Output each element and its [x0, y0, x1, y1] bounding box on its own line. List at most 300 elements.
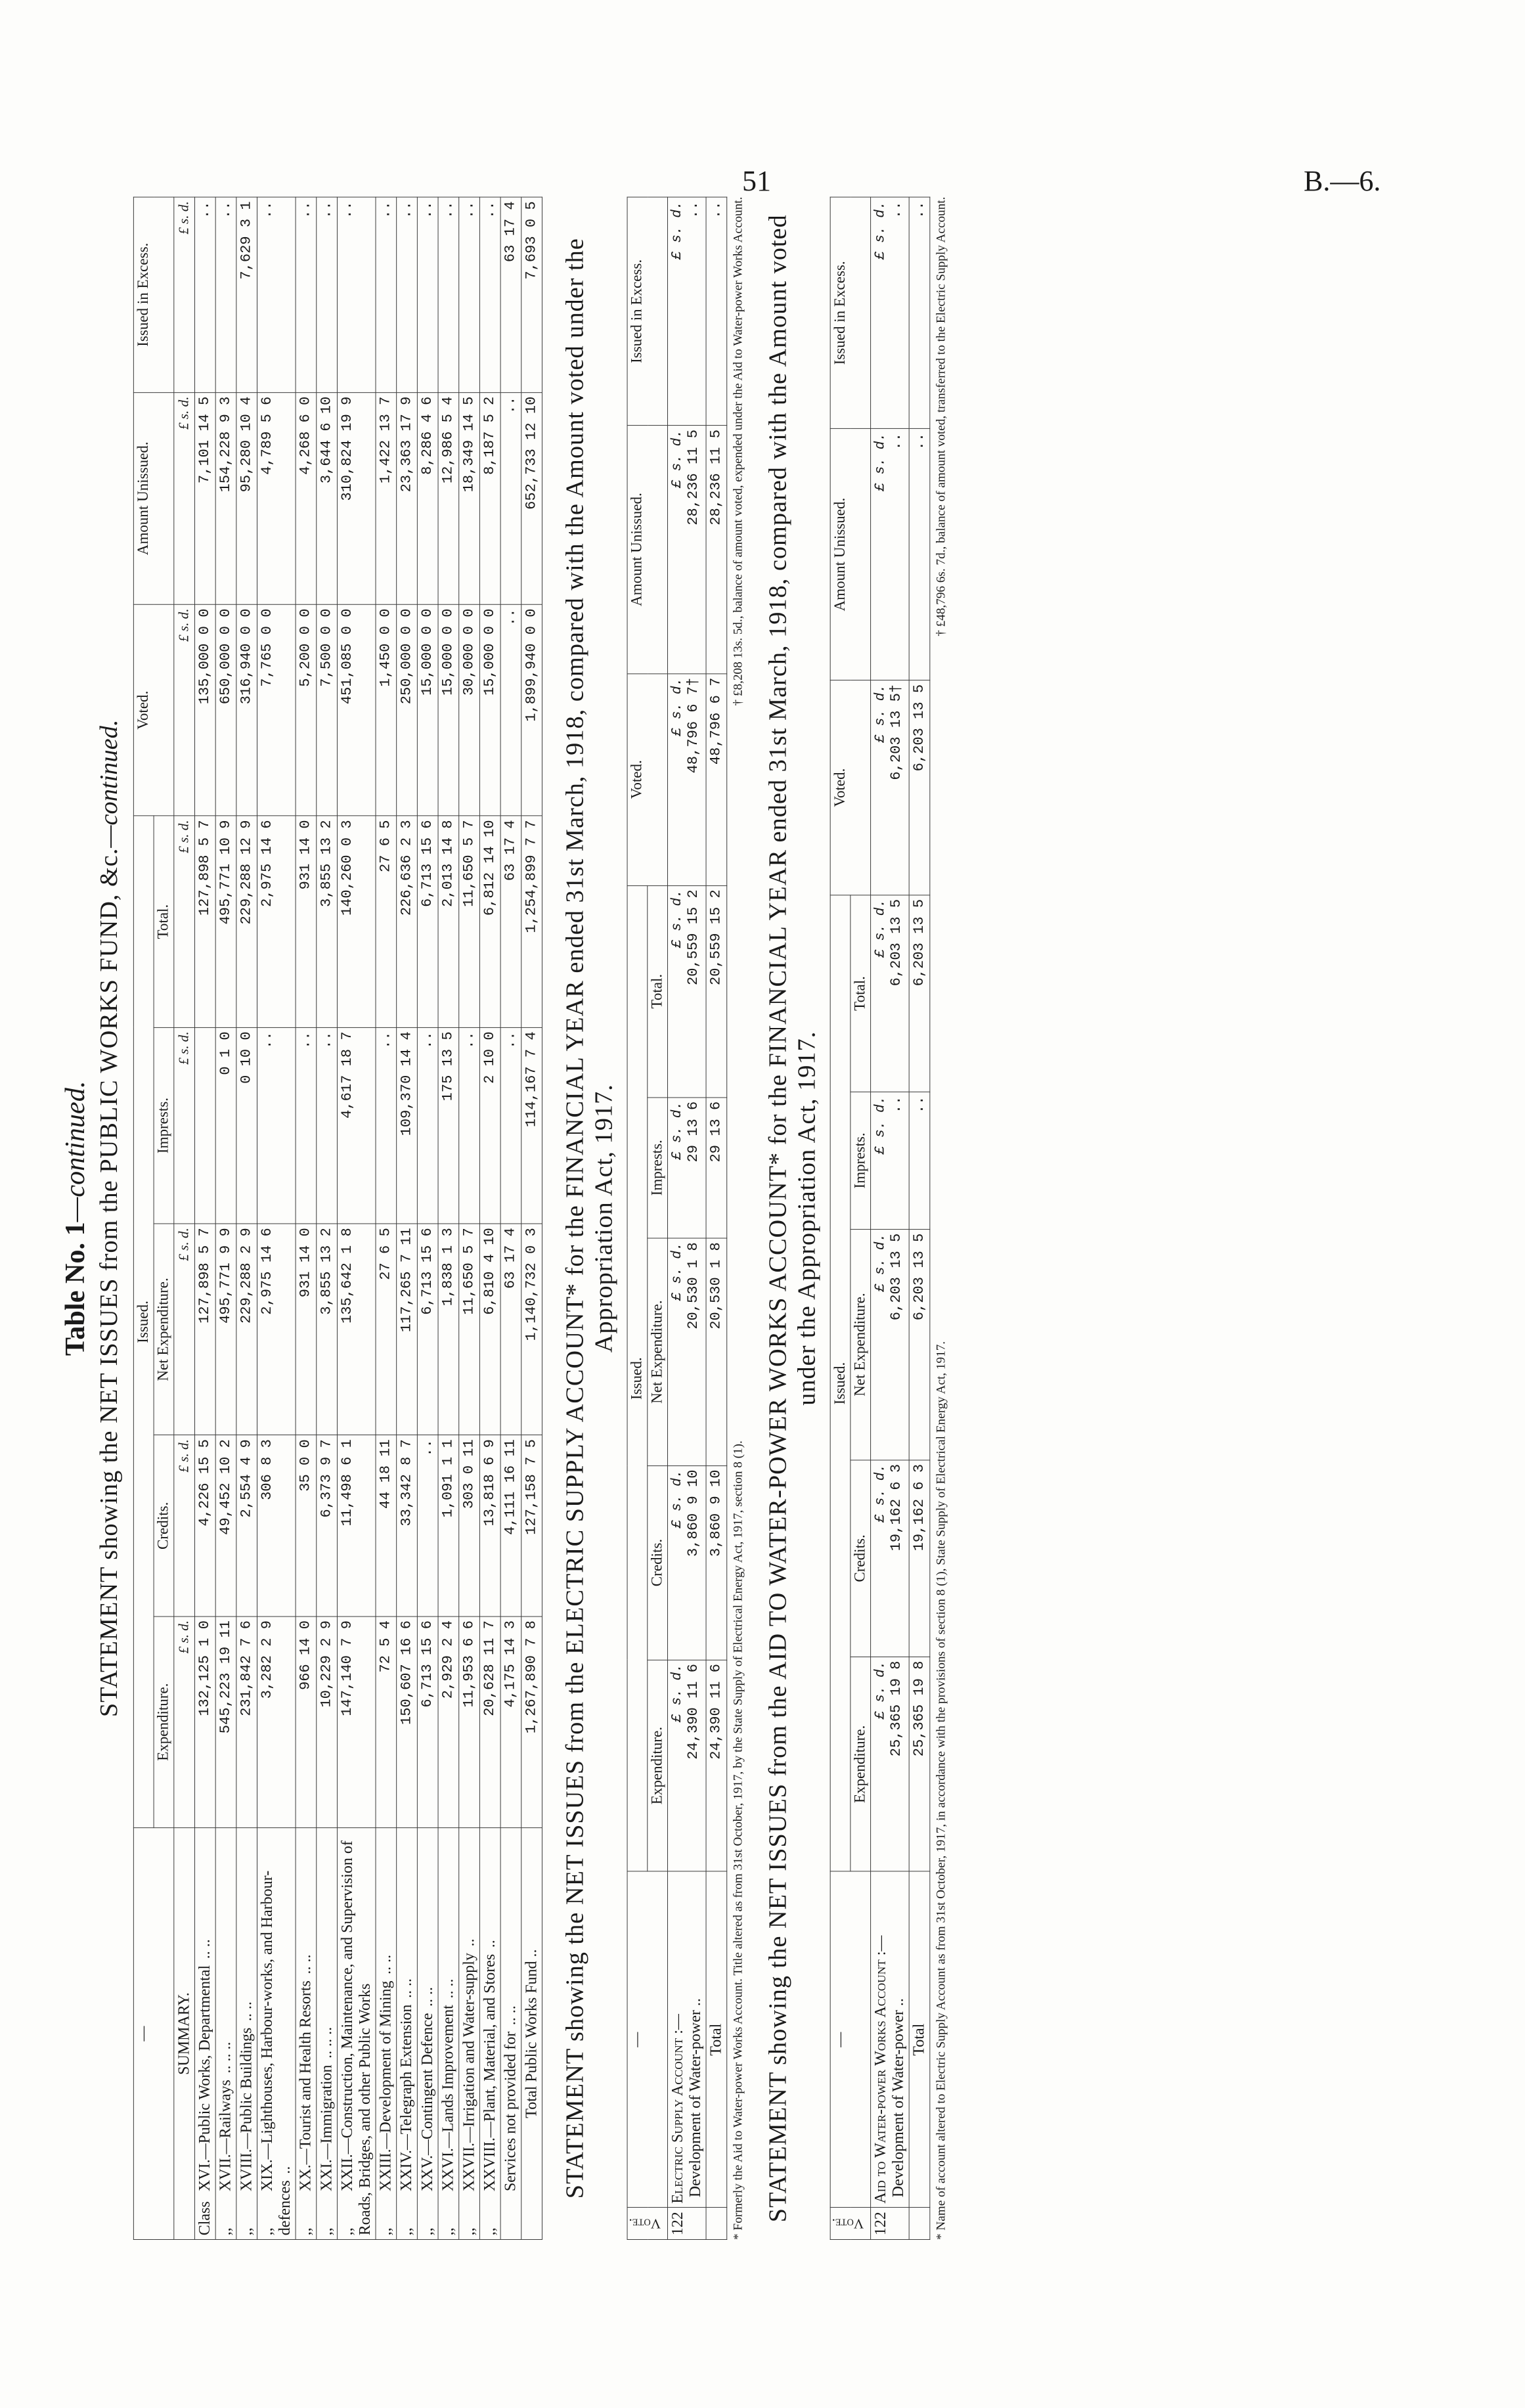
- row-exp: 72 5 4: [376, 1616, 397, 1828]
- s2-unit: £ s. d.: [669, 889, 685, 948]
- rotated-page-content: [53, 197, 1389, 2240]
- row-tot: 6,713 15 6: [417, 816, 438, 1027]
- row-prefix: ,,: [418, 2227, 436, 2236]
- total-row: [521, 197, 542, 2239]
- row-exp: 150,607 16 6: [397, 1616, 418, 1828]
- row-tot: 495,771 10 9: [215, 816, 236, 1027]
- row-unis: 1,422 13 7: [376, 392, 397, 604]
- row-dots: ..: [460, 1938, 478, 1947]
- s2-net-val: 20,530 1 8: [684, 1242, 701, 1329]
- row-exc: 63 17 4: [500, 197, 521, 392]
- row-tot: 2,013 14 8: [438, 816, 459, 1027]
- table-row: [397, 197, 418, 2239]
- row-desc: XXIII.—Development of Mining: [377, 1980, 395, 2192]
- table-row: [376, 197, 397, 2239]
- row-desc: XXI.—Immigration: [318, 2064, 336, 2192]
- row-prefix: Class: [196, 2201, 213, 2236]
- s3-total-vote: [909, 2208, 930, 2239]
- s3-item: Development of Water-power ..: [889, 1998, 907, 2198]
- row-voted: 15,000 0 0: [417, 604, 438, 816]
- row-exc: ..: [479, 197, 500, 392]
- page-number: 51: [742, 165, 771, 197]
- row-description: [337, 1828, 376, 2240]
- col-total: Total.: [154, 816, 174, 1027]
- row-unis: 23,363 17 9: [397, 392, 418, 604]
- s2-total-row: [706, 197, 727, 2239]
- row-cred: 1,091 1 1: [438, 1435, 459, 1616]
- row-prefix: ,,: [398, 2227, 415, 2236]
- row-exc: 7,629 3 1: [236, 197, 257, 392]
- row-desc: XXV.—Contingent Defence: [418, 2013, 436, 2192]
- s3-total-tot: 6,203 13 5: [909, 895, 930, 1092]
- row-exc: ..: [417, 197, 438, 392]
- row-tot: 229,288 12 9: [236, 816, 257, 1027]
- table-row: [459, 197, 480, 2239]
- s3-unit: £ s. d.: [872, 1661, 888, 1720]
- s2-exc-val: ..: [684, 201, 701, 219]
- row-net: 3,855 13 2: [317, 1224, 338, 1435]
- table-row: [500, 197, 521, 2239]
- s2-desc: [667, 1871, 706, 2208]
- row-imp: ..: [459, 1027, 480, 1224]
- summary-label: SUMMARY.: [174, 1828, 195, 2240]
- row-net: 2,975 14 6: [257, 1224, 296, 1435]
- row-unis: ..: [500, 392, 521, 604]
- row-exc: ..: [459, 197, 480, 392]
- s3-tot: [871, 895, 910, 1092]
- row-exc: ..: [397, 197, 418, 392]
- row-description: [236, 1828, 257, 2240]
- s3-unit: £ s. d.: [872, 1233, 888, 1292]
- row-prefix: ,,: [217, 2227, 234, 2236]
- row-exc: ..: [337, 197, 376, 392]
- statement2-heading: STATEMENT showing the NET ISSUES from the ELECTRIC SUPPLY ACCOUNT* for the FINANCIAL YEAR ended 31st March, 1918, compared with the Amount voted under the Appropriation Act, 1917.: [560, 238, 618, 2199]
- s2-total-imp: 29 13 6: [706, 1097, 727, 1238]
- row-imp: 2 10 0: [479, 1027, 500, 1224]
- total-unis: 652,733 12 10: [521, 392, 542, 604]
- row-cred: 303 0 11: [459, 1435, 480, 1616]
- row-cred: 13,818 6 9: [479, 1435, 500, 1616]
- table-row: [236, 197, 257, 2239]
- col-net-expenditure: Net Expenditure.: [154, 1224, 174, 1435]
- public-works-fund-table: [133, 197, 542, 2240]
- s2-unit: £ s. d.: [669, 1469, 685, 1528]
- s2-total-tot: 20,559 15 2: [706, 885, 727, 1098]
- row-imp: ..: [376, 1027, 397, 1224]
- s3-total-unis: ..: [909, 429, 930, 680]
- col-imprests: Imprests.: [154, 1027, 174, 1224]
- s2-unis: [667, 426, 706, 674]
- row-unis: 8,187 5 2: [479, 392, 500, 604]
- row-description: [215, 1828, 236, 2240]
- s2-net: [667, 1238, 706, 1465]
- col-unissued: Amount Unissued.: [133, 392, 173, 604]
- s3-exc: [871, 197, 910, 429]
- s2-account: Electric Supply Account :—: [669, 2014, 686, 2204]
- row-net: 63 17 4: [500, 1224, 521, 1435]
- total-exp: 1,267,890 7 8: [521, 1616, 542, 1828]
- s2-col-voted: Voted.: [627, 673, 667, 885]
- row-imp: 0 10 0: [236, 1027, 257, 1224]
- row-description: [438, 1828, 459, 2240]
- row-exc: ..: [317, 197, 338, 392]
- s2-footnote-right: † £8,208 13s. 5d., balance of amount voted, expended under the Aid to Water-power Works Account.: [730, 196, 745, 706]
- total-label: [521, 1828, 542, 2240]
- row-tot: 127,898 5 7: [194, 816, 215, 1027]
- row-dots: .. .. ..: [318, 2026, 336, 2059]
- total-cred: 127,158 7 5: [521, 1435, 542, 1616]
- s3-unit: £ s. d.: [872, 201, 888, 260]
- s3-col-credits: Credits.: [851, 1460, 871, 1657]
- row-cred: 11,498 6 1: [337, 1435, 376, 1616]
- s3-col-expenditure: Expenditure.: [851, 1657, 871, 1871]
- s3-col-total: Total.: [851, 895, 871, 1092]
- row-desc: XXII.—Construction, Maintenance, and Supervision of Roads, Bridges, and other Public Works: [338, 1840, 374, 2236]
- s2-imp-val: 29 13 6: [684, 1101, 701, 1163]
- row-unis: 310,824 19 9: [337, 392, 376, 604]
- statement1-heading: [93, 197, 123, 2240]
- s3-col-imprests: Imprests.: [851, 1092, 871, 1229]
- s3-unit: £ s. d.: [872, 899, 888, 958]
- s3-cred: [871, 1460, 910, 1657]
- row-exp: 966 14 0: [296, 1616, 317, 1828]
- row-desc: XXIV.—Telegraph Extension: [398, 2004, 415, 2192]
- s2-footnotes: [731, 197, 745, 2240]
- unit-tot: £ s. d.: [174, 816, 195, 1027]
- aid-water-power-table: [830, 197, 931, 2240]
- row-exc: ..: [376, 197, 397, 392]
- row-dots: .. ..: [398, 1978, 415, 1998]
- s3-exp: [871, 1657, 910, 1871]
- row-exp: 6,713 15 6: [417, 1616, 438, 1828]
- row-unis: 4,789 5 6: [257, 392, 296, 604]
- s2-col-description: —: [627, 1871, 667, 2208]
- table-title-text: Table No. 1: [59, 1222, 91, 1356]
- row-tot: 27 6 5: [376, 816, 397, 1027]
- row-imp: 4,617 18 7: [337, 1027, 376, 1224]
- total-dots: ..: [523, 1949, 541, 1957]
- s3-tot-val: 6,203 13 5: [888, 899, 904, 987]
- row-prefix: ,,: [318, 2227, 336, 2236]
- table-row: [257, 197, 296, 2239]
- s3-col-description: —: [830, 1871, 870, 2208]
- row-tot: 6,812 14 10: [479, 816, 500, 1027]
- s3-total-cred: 19,162 6 3: [909, 1460, 930, 1657]
- s2-col-credits: Credits.: [648, 1465, 668, 1660]
- table-row: [438, 197, 459, 2239]
- s3-vote-header-text: Vote.: [831, 2216, 864, 2232]
- row-exc: ..: [438, 197, 459, 392]
- row-imp: 109,370 14 4: [397, 1027, 418, 1224]
- row-tot: 226,636 2 3: [397, 816, 418, 1027]
- total-imp: 114,167 7 4: [521, 1027, 542, 1224]
- row-voted: 135,000 0 0: [194, 604, 215, 816]
- row-voted: 650,000 0 0: [215, 604, 236, 816]
- row-dots: .. ..: [297, 1954, 315, 1974]
- row-voted: 316,940 0 0: [236, 604, 257, 816]
- row-tot: 3,855 13 2: [317, 816, 338, 1027]
- row-cred: 33,342 8 7: [397, 1435, 418, 1616]
- row-prefix: ,,: [297, 2227, 315, 2236]
- s3-vote-no: 122: [871, 2208, 910, 2239]
- row-net: 1,838 1 3: [438, 1224, 459, 1435]
- unit-exc: £ s. d.: [174, 197, 195, 392]
- s3-unit: £ s. d.: [872, 1463, 888, 1523]
- row-voted: 15,000 0 0: [438, 604, 459, 816]
- row-cred: 49,452 10 2: [215, 1435, 236, 1616]
- s2-unit: £ s. d.: [669, 677, 685, 736]
- table-row: [194, 197, 215, 2239]
- row-exp: 3,282 2 9: [257, 1616, 296, 1828]
- s2-exp-val: 24,390 11 6: [684, 1664, 701, 1760]
- row-desc: XXVIII.—Plant, Material, and Stores: [481, 1953, 498, 2192]
- row-cred: 6,373 9 7: [317, 1435, 338, 1616]
- s2-col-expenditure: Expenditure.: [648, 1660, 668, 1872]
- row-unis: 12,986 5 4: [438, 392, 459, 604]
- s3-unit: £ s. d.: [872, 432, 888, 491]
- row-desc: XX.—Tourist and Health Resorts: [297, 1980, 315, 2192]
- row-cred: 35 0 0: [296, 1435, 317, 1616]
- row-cred: 4,111 16 11: [500, 1435, 521, 1616]
- row-imp: ..: [296, 1027, 317, 1224]
- s2-data-row: [667, 197, 706, 2239]
- row-description: [257, 1828, 296, 2240]
- s3-voted-val: 6,203 13 5†: [888, 684, 904, 780]
- unit-net: £ s. d.: [174, 1224, 195, 1435]
- row-imp: ..: [257, 1027, 296, 1224]
- s2-unit: £ s. d.: [669, 1242, 685, 1301]
- row-description: [317, 1828, 338, 2240]
- row-unis: 3,644 6 10: [317, 392, 338, 604]
- unit-cred: £ s. d.: [174, 1435, 195, 1616]
- row-exp: 11,953 6 6: [459, 1616, 480, 1828]
- row-desc: XIX.—Lighthouses, Harbour-works, and Harbour-defences: [258, 1870, 294, 2236]
- s2-cred-val: 3,860 9 10: [684, 1469, 701, 1557]
- row-cred: ..: [417, 1435, 438, 1616]
- s3-total-exp: 25,365 19 8: [909, 1657, 930, 1871]
- row-tot: 2,975 14 6: [257, 816, 296, 1027]
- s2-col-excess: Issued in Excess.: [627, 197, 667, 426]
- row-imp: 175 13 5: [438, 1027, 459, 1224]
- total-net: 1,140,732 0 3: [521, 1224, 542, 1435]
- s3-imp-val: ..: [888, 1096, 904, 1114]
- table-title-cont: —continued.: [59, 1081, 91, 1222]
- s2-total-unis: 28,236 11 5: [706, 426, 727, 674]
- row-dots: .. ..: [196, 1939, 213, 1959]
- row-voted: 7,500 0 0: [317, 604, 338, 816]
- row-net: 11,650 5 7: [459, 1224, 480, 1435]
- s3-unis-val: ..: [888, 432, 904, 451]
- row-net: 27 6 5: [376, 1224, 397, 1435]
- row-exc: ..: [257, 197, 296, 392]
- s3-unis: [871, 429, 910, 680]
- unit-imp: £ s. d.: [174, 1027, 195, 1224]
- row-net: 117,265 7 11: [397, 1224, 418, 1435]
- row-description: [479, 1828, 500, 2240]
- row-exc: ..: [215, 197, 236, 392]
- s2-unit: £ s. d.: [669, 429, 685, 488]
- row-unis: 8,286 4 6: [417, 392, 438, 604]
- row-voted: 5,200 0 0: [296, 604, 317, 816]
- row-cred: 306 8 3: [257, 1435, 296, 1616]
- row-dots: ..: [276, 2166, 294, 2174]
- table-row: [337, 197, 376, 2239]
- row-net: 127,898 5 7: [194, 1224, 215, 1435]
- s3-exp-val: 25,365 19 8: [888, 1661, 904, 1757]
- row-exp: 2,929 2 4: [438, 1616, 459, 1828]
- s2-col-issued: Issued.: [627, 885, 648, 1871]
- row-prefix: ,,: [258, 2227, 276, 2236]
- s3-col-issued: Issued.: [830, 895, 851, 1872]
- s3-unit: £ s. d.: [872, 1096, 888, 1155]
- table-row: [215, 197, 236, 2239]
- row-desc: XXVI.—Lands Improvement: [439, 2005, 457, 2192]
- s3-net: [871, 1229, 910, 1460]
- s2-total-label: Total: [706, 1871, 727, 2208]
- row-exc: ..: [194, 197, 215, 392]
- s2-imp: [667, 1097, 706, 1238]
- page-reference: B.—6.: [1304, 165, 1381, 197]
- s2-total-cred: 3,860 9 10: [706, 1465, 727, 1660]
- unit-unis: £ s. d.: [174, 392, 195, 604]
- vote-header: [627, 2208, 667, 2239]
- s2-tot: [667, 885, 706, 1098]
- s2-col-unissued: Amount Unissued.: [627, 426, 667, 674]
- public-works-fund-body: [174, 197, 521, 2239]
- table-row: [479, 197, 500, 2239]
- s2-unit: £ s. d.: [669, 201, 685, 260]
- row-net: 931 14 0: [296, 1224, 317, 1435]
- s3-footnotes: [934, 197, 948, 2240]
- electric-supply-table: [627, 197, 728, 2240]
- s3-net-val: 6,203 13 5: [888, 1233, 904, 1321]
- row-cred: 44 18 11: [376, 1435, 397, 1616]
- unit-voted: £ s. d.: [174, 604, 195, 816]
- s3-voted: [871, 680, 910, 895]
- row-cred: 2,554 4 9: [236, 1435, 257, 1616]
- row-prefix: ,,: [377, 2227, 395, 2236]
- s2-exc: [667, 197, 706, 426]
- row-desc: Services not provided for: [502, 2031, 519, 2192]
- row-voted: 15,000 0 0: [479, 604, 500, 816]
- s2-unis-val: 28,236 11 5: [684, 429, 701, 525]
- s2-cred: [667, 1465, 706, 1660]
- row-imp: [194, 1027, 215, 1224]
- table-row: [317, 197, 338, 2239]
- row-dots: .. ..: [377, 1954, 395, 1974]
- row-description: [500, 1828, 521, 2240]
- row-tot: 140,260 0 3: [337, 816, 376, 1027]
- s3-total-row: [909, 197, 930, 2239]
- row-exp: 10,229 2 9: [317, 1616, 338, 1828]
- s3-total-exc: ..: [909, 197, 930, 429]
- unit-exp: £ s. d.: [174, 1616, 195, 1828]
- row-description: [376, 1828, 397, 2240]
- row-desc: XVI.—Public Works, Departmental: [196, 1965, 213, 2192]
- s3-col-voted: Voted.: [830, 680, 870, 895]
- s3-imp: [871, 1092, 910, 1229]
- s2-item: Development of Water-power ..: [686, 1998, 704, 2198]
- s3-desc: [871, 1871, 910, 2208]
- total-label-text: Total Public Works Fund: [523, 1961, 541, 2118]
- row-cred: 4,226 15 5: [194, 1435, 215, 1616]
- row-tot: 63 17 4: [500, 816, 521, 1027]
- s3-footnote-left: * Name of account altered to Electric Supply Account as from 31st October, 1917, in accordance with the provisions of section 8 (1), State Supply of Electrical Energy Act, 1917.: [934, 1341, 948, 2240]
- row-imp: ..: [317, 1027, 338, 1224]
- row-exp: 545,223 19 11: [215, 1616, 236, 1828]
- s3-total-imp: ..: [909, 1092, 930, 1229]
- row-tot: 931 14 0: [296, 816, 317, 1027]
- s2-total-net: 20,530 1 8: [706, 1238, 727, 1465]
- row-prefix: ,,: [238, 2227, 255, 2236]
- row-dots: .. ..: [439, 1978, 457, 1999]
- row-dots: .. ..: [502, 2005, 519, 2026]
- statement1-heading-text: STATEMENT showing the NET ISSUES from the PUBLIC WORKS FUND, &c.: [94, 847, 123, 1718]
- s3-col-excess: Issued in Excess.: [830, 197, 870, 429]
- s2-exp: [667, 1660, 706, 1872]
- col-credits: Credits.: [154, 1435, 174, 1616]
- col-voted: Voted.: [133, 604, 173, 816]
- row-voted: 30,000 0 0: [459, 604, 480, 816]
- total-voted: 1,899,940 0 0: [521, 604, 542, 816]
- row-desc: XVIII.—Public Buildings: [238, 2027, 255, 2192]
- s3-unit: £ s. d.: [872, 684, 888, 743]
- s2-total-exp: 24,390 11 6: [706, 1660, 727, 1872]
- total-exc: 7,693 0 5: [521, 197, 542, 392]
- s3-total-net: 6,203 13 5: [909, 1229, 930, 1460]
- s3-col-net: Net Expenditure.: [851, 1229, 871, 1460]
- row-net: 495,771 9 9: [215, 1224, 236, 1435]
- s2-col-net: Net Expenditure.: [648, 1238, 668, 1465]
- col-expenditure: Expenditure.: [154, 1616, 174, 1828]
- statement3-heading: STATEMENT showing the NET ISSUES from the AID TO WATER-POWER WORKS ACCOUNT* for the FINANCIAL YEAR ended 31st March, 1918, compared with the Amount voted under the Appropriation Act, 1917.: [762, 214, 821, 2223]
- s2-footnote-left: * Formerly the Aid to Water-power Works Account. Title altered as from 31st October, 1917, by the State Supply of Electrical Energy Act, 1917, section 8 (1).: [730, 1440, 745, 2240]
- s3-col-unissued: Amount Unissued.: [830, 429, 870, 680]
- s2-unit: £ s. d.: [669, 1101, 685, 1160]
- s3-footnote-right: † £48,796 6s. 7d., balance of amount voted, transferred to the Electric Supply Account.: [934, 196, 948, 636]
- row-net: 6,810 4 10: [479, 1224, 500, 1435]
- col-excess: Issued in Excess.: [133, 197, 173, 392]
- s3-total-label: Total: [909, 1871, 930, 2208]
- s2-voted: [667, 673, 706, 885]
- s2-total-exc: ..: [706, 197, 727, 426]
- s3-data-row: [871, 197, 910, 2239]
- s3-exc-val: ..: [888, 201, 904, 219]
- row-voted: 451,085 0 0: [337, 604, 376, 816]
- row-net: 229,288 2 9: [236, 1224, 257, 1435]
- row-desc: XVII.—Railways: [217, 2080, 234, 2192]
- row-description: [459, 1828, 480, 2240]
- s2-vote-no: 122: [667, 2208, 706, 2239]
- row-imp: ..: [500, 1027, 521, 1224]
- s3-vote-header: [830, 2208, 870, 2239]
- row-desc: XXVII.—Irrigation and Water-supply: [460, 1953, 478, 2192]
- col-description: —: [133, 1828, 173, 2240]
- s2-total-voted: 48,796 6 7: [706, 673, 727, 885]
- s2-col-total: Total.: [648, 885, 668, 1098]
- row-imp: ..: [417, 1027, 438, 1224]
- row-voted: ..: [500, 604, 521, 816]
- row-exc: ..: [296, 197, 317, 392]
- vote-header-text: Vote.: [629, 2216, 661, 2232]
- row-exp: 132,125 1 0: [194, 1616, 215, 1828]
- row-net: 6,713 15 6: [417, 1224, 438, 1435]
- row-prefix: ,,: [481, 2227, 498, 2236]
- row-dots: .. .. ..: [217, 2041, 234, 2074]
- row-voted: 7,765 0 0: [257, 604, 296, 816]
- row-exp: 4,175 14 3: [500, 1616, 521, 1828]
- row-exp: 147,140 7 9: [337, 1616, 376, 1828]
